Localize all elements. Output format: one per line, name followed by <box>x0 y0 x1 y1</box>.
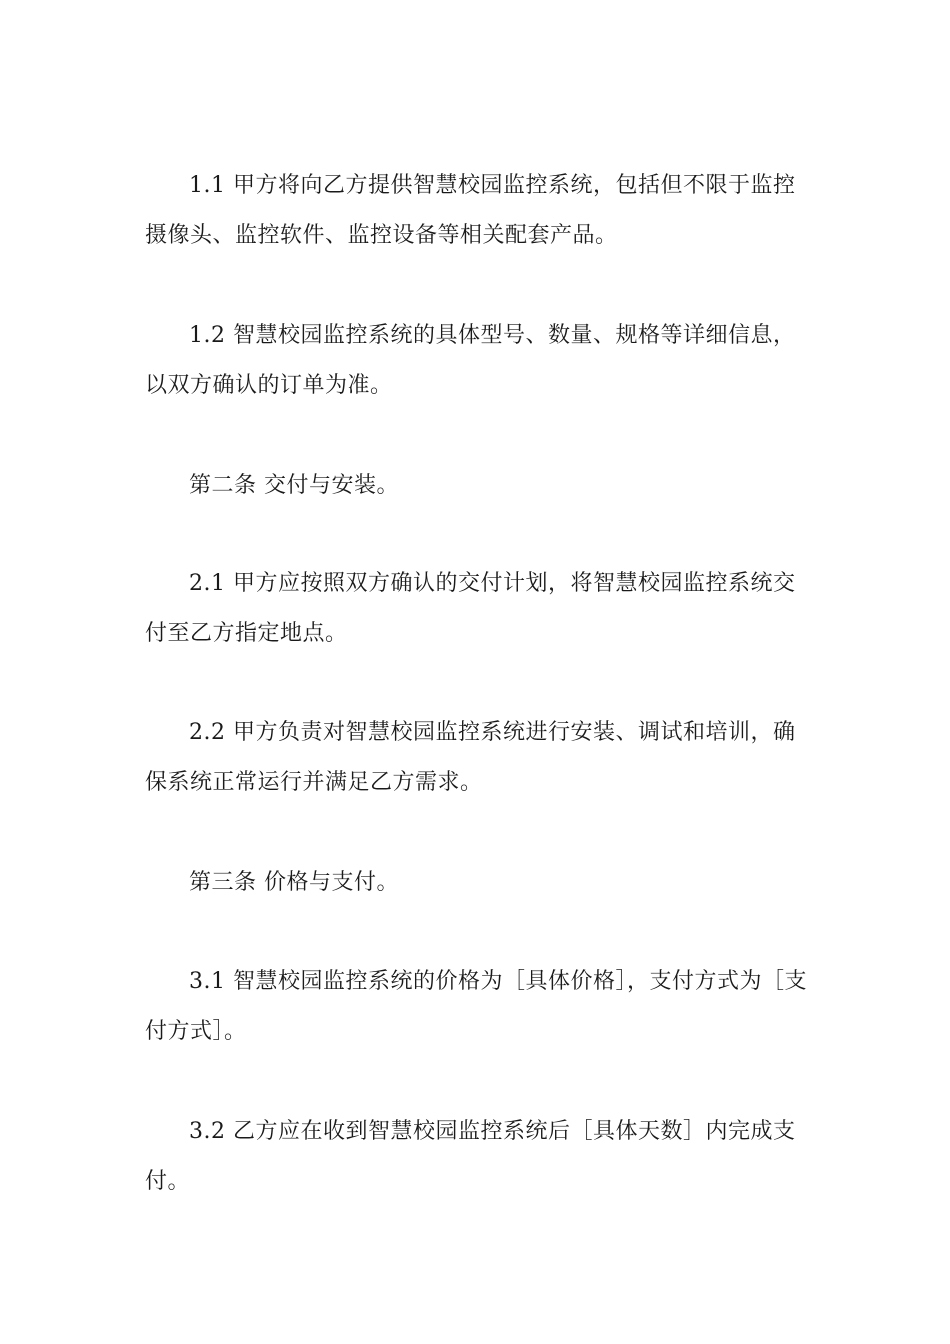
clause-1-1: 1.1 甲方将向乙方提供智慧校园监控系统，包括但不限于监控摄像头、监控软件、监控设备等相关配套产品。 <box>145 173 796 248</box>
article-2-heading: 第二条 交付与安装。 <box>189 473 399 498</box>
clause-2-1: 2.1 甲方应按照双方确认的交付计划，将智慧校园监控系统交付至乙方指定地点。 <box>145 571 796 646</box>
clause-3-1: 3.1 智慧校园监控系统的价格为［具体价格］，支付方式为［支付方式］。 <box>145 969 807 1044</box>
clause-2-2: 2.2 甲方负责对智慧校园监控系统进行安装、调试和培训，确保系统正常运行并满足乙方需求。 <box>145 720 796 795</box>
clause-3-2: 3.2 乙方应在收到智慧校园监控系统后［具体天数］内完成支付。 <box>145 1119 796 1194</box>
clause-1-2: 1.2 智慧校园监控系统的具体型号、数量、规格等详细信息，以双方确认的订单为准。 <box>145 323 796 398</box>
article-3-heading: 第三条 价格与支付。 <box>189 870 399 895</box>
